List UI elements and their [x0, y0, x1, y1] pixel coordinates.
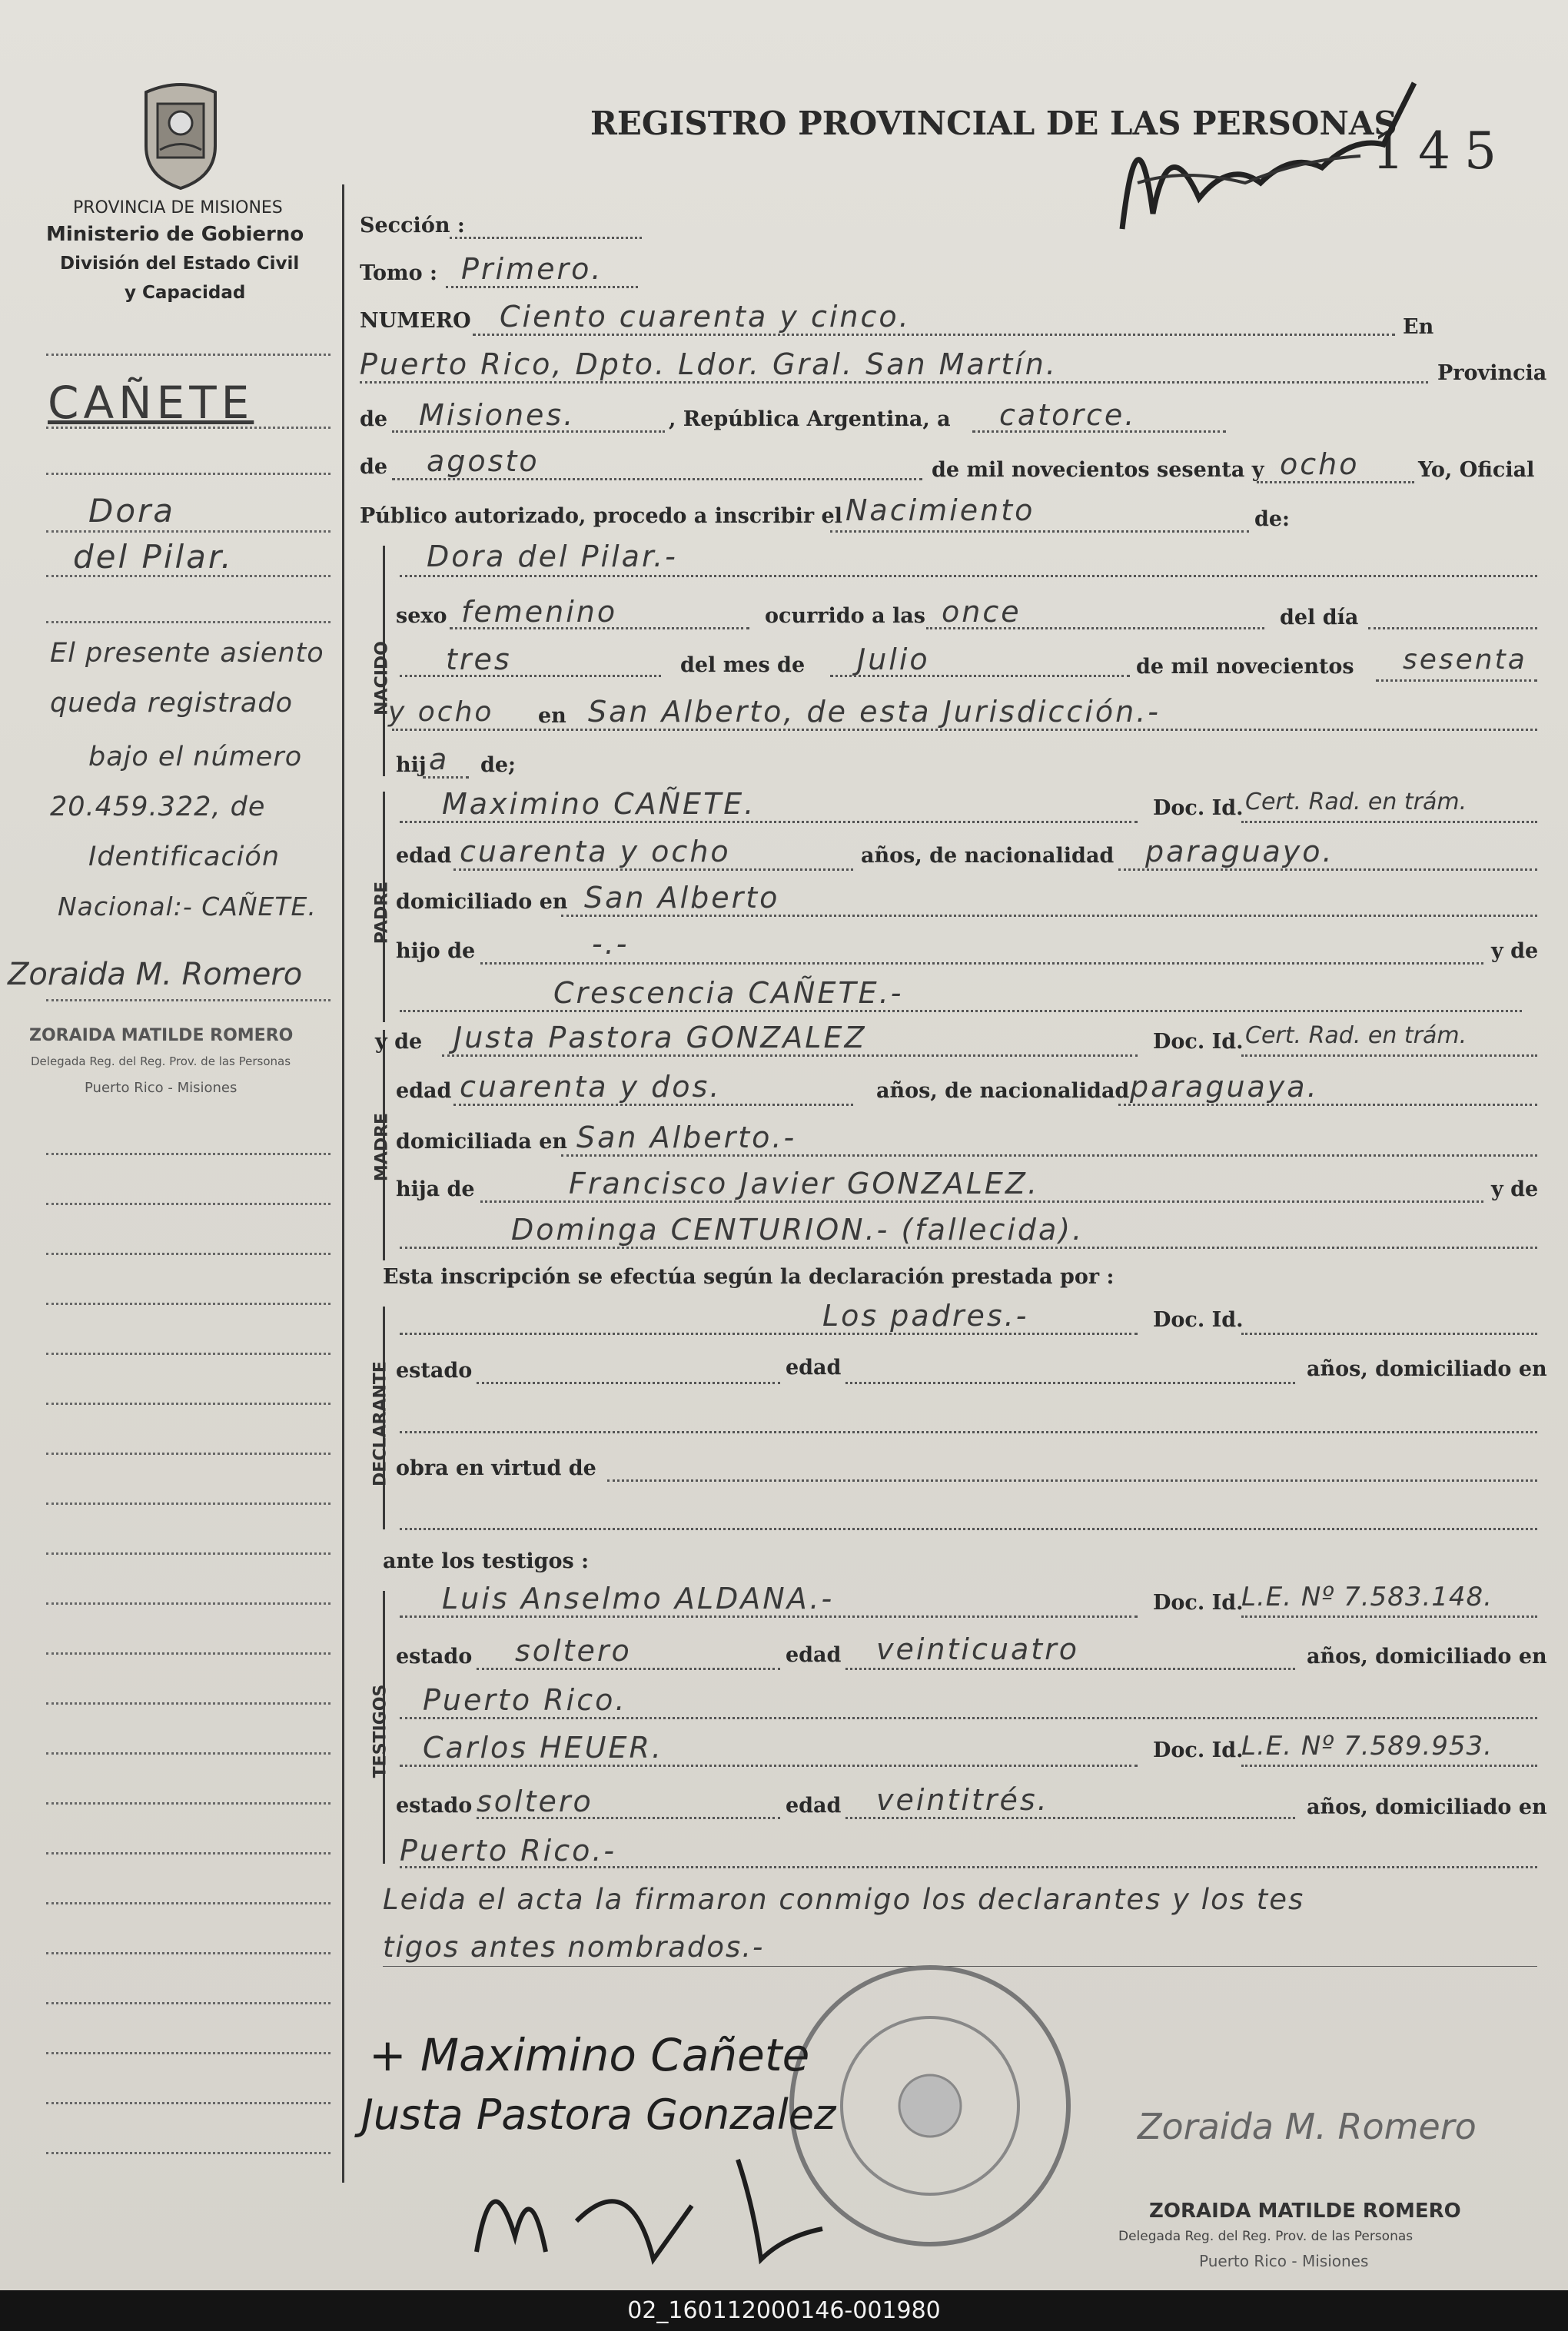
margin-line — [46, 1902, 331, 1904]
t1-anos-label: años, domiciliado en — [1307, 1645, 1547, 1669]
en-label: En — [1403, 315, 1434, 339]
margin-note-5: Identificación — [88, 842, 281, 872]
bottom-stamp-name: ZORAIDA MATILDE ROMERO — [1149, 2200, 1461, 2223]
t1-doc-label: Doc. Id. — [1153, 1591, 1244, 1615]
padre-edad-label: edad — [396, 844, 452, 868]
anio-value: ocho — [1280, 447, 1360, 481]
padre-dom-value: San Alberto — [584, 881, 780, 915]
anio-line — [1257, 481, 1414, 483]
t2-edad-line — [845, 1817, 1295, 1819]
margin-line — [46, 1203, 331, 1205]
t1-doc: L.E. Nº 7.583.148. — [1241, 1582, 1493, 1612]
authority-line3: División del Estado Civil — [60, 254, 300, 274]
mes-value: agosto — [427, 444, 540, 478]
numero-line — [473, 334, 1395, 336]
provincial-seal-icon — [131, 77, 231, 192]
t1-doc-line — [1241, 1615, 1537, 1618]
margin-line — [46, 530, 331, 533]
margin-note-1: El presente asiento — [50, 638, 324, 669]
padre-nac-label: años, de nacionalidad — [861, 844, 1115, 868]
margin-given2: del Pilar. — [73, 538, 234, 576]
tomo-value: Primero. — [461, 252, 603, 286]
dia-line-2 — [1368, 627, 1537, 629]
declarante-doc-label: Doc. Id. — [1153, 1308, 1244, 1332]
declarante-dom-line — [400, 1431, 1537, 1433]
t2-nombre: Carlos HEUER. — [423, 1731, 664, 1765]
padre-dom-line — [561, 915, 1537, 917]
t2-edad-label: edad — [786, 1794, 842, 1818]
oficial-label: Yo, Oficial — [1418, 458, 1535, 482]
signature-padre: + Maximino Cañete — [369, 2029, 810, 2081]
t1-estado: soltero — [515, 1634, 632, 1668]
declarante-edad-line — [845, 1382, 1295, 1384]
padre-doc-value: Cert. Rad. en trám. — [1245, 789, 1467, 815]
margin-line — [46, 1403, 331, 1405]
margin-stamp-name: ZORAIDA MATILDE ROMERO — [29, 1026, 294, 1045]
nacido-nombre: Dora del Pilar.- — [427, 540, 678, 573]
nacido-nombre-line — [400, 575, 1537, 577]
margin-line — [46, 1253, 331, 1255]
margin-line — [46, 1153, 331, 1155]
scribble-mark-icon — [1107, 68, 1430, 244]
de-label: de — [360, 407, 388, 431]
t2-dom: Puerto Rico.- — [400, 1834, 617, 1868]
margin-line — [46, 2102, 331, 2104]
margin-line — [46, 1503, 331, 1505]
de-semicolon-label: de; — [480, 753, 517, 777]
hijo-value: -.- — [592, 927, 630, 961]
margin-line — [46, 2052, 331, 2054]
margin-line — [46, 1852, 331, 1855]
republica-label: , República Argentina, a — [669, 407, 951, 431]
madre-doc-label: Doc. Id. — [1153, 1030, 1244, 1054]
margin-line — [46, 575, 331, 577]
madre-dom-value: San Alberto.- — [576, 1121, 797, 1154]
acto-line — [830, 530, 1249, 533]
abuela-materna: Dominga CENTURION.- (fallecida). — [511, 1213, 1085, 1247]
madre-edad-line — [453, 1104, 853, 1106]
hijo-line — [480, 962, 1483, 965]
sexo-line — [450, 627, 749, 629]
provincia-value: Misiones. — [419, 398, 576, 432]
file-id: 02_160112000146-001980 — [627, 2297, 941, 2324]
nacido-lugar-line — [392, 729, 1537, 731]
hora-line — [926, 627, 1264, 629]
margin-line — [46, 1702, 331, 1705]
dia-line — [972, 430, 1226, 433]
margin-stamp-role: Delegada Reg. del Reg. Prov. de las Personas — [31, 1054, 291, 1068]
provincia-line — [392, 430, 665, 433]
margin-line — [46, 1752, 331, 1755]
madre-edad-value: cuarenta y dos. — [460, 1070, 722, 1104]
file-id-bar — [0, 2290, 1568, 2331]
lugar-line — [360, 381, 1428, 384]
declarante-edad-label: edad — [786, 1356, 842, 1380]
anio-label-2: de mil novecientos — [1136, 655, 1354, 679]
madre-doc-value: Cert. Rad. en trám. — [1245, 1022, 1467, 1049]
abuela-materna-line — [400, 1247, 1537, 1249]
de2-label: de: — [1254, 507, 1291, 531]
padre-nac-line — [1118, 868, 1537, 871]
margin-line — [46, 1552, 331, 1555]
mes-line — [392, 478, 922, 480]
margin-given1: Dora — [88, 492, 176, 530]
cierre-line1: Leida el acta la firmaron conmigo los declarantes y los tes — [383, 1883, 1305, 1916]
t1-edad-line — [845, 1668, 1295, 1670]
madre-yde-label: y de — [375, 1030, 423, 1054]
t2-edad: veintitrés. — [876, 1783, 1049, 1817]
seccion-line — [450, 237, 642, 239]
padre-edad-line — [453, 868, 853, 871]
declarante-label: DECLARANTE — [370, 1361, 390, 1486]
signature-madre: Justa Pastora Gonzalez — [361, 2090, 836, 2139]
tomo-line — [446, 286, 638, 288]
margin-stamp-place: Puerto Rico - Misiones — [85, 1080, 238, 1096]
margin-line — [46, 1303, 331, 1305]
margin-line — [46, 427, 331, 429]
mes-label: del mes de — [680, 653, 806, 677]
acto-value: Nacimiento — [845, 493, 1035, 527]
padre-edad-value: cuarenta y ocho — [460, 835, 731, 868]
nacido-mes-line — [830, 675, 1130, 677]
padre-nac-value: paraguayo. — [1145, 835, 1334, 868]
abuelo-materno-line — [480, 1200, 1483, 1203]
t2-nombre-line — [400, 1765, 1138, 1767]
nacido-anio-1: sesenta — [1403, 644, 1527, 676]
hora-value: once — [942, 595, 1022, 629]
nacido-dia-value: tres — [446, 643, 512, 676]
abuela-paterna: Crescencia CAÑETE.- — [553, 976, 904, 1010]
margin-line — [46, 1652, 331, 1655]
hij-line — [423, 776, 469, 779]
de-mes-label: de — [360, 455, 388, 479]
margin-signature: Zoraida M. Romero — [8, 957, 303, 992]
margin-divider — [342, 184, 344, 2183]
testigos-label: TESTIGOS — [370, 1684, 390, 1778]
ocurrido-label: ocurrido a las — [765, 604, 925, 628]
seccion-label: Sección : — [360, 214, 465, 237]
nacido-mes-value: Julio — [857, 643, 930, 676]
madre-nac-label: años, de nacionalidad — [876, 1079, 1130, 1103]
t1-estado-line — [477, 1668, 780, 1670]
declarante-intro: Esta inscripción se efectúa según la declaración prestada por : — [383, 1265, 1115, 1289]
margin-line — [46, 1353, 331, 1355]
margin-line — [46, 473, 331, 475]
sexo-label: sexo — [396, 604, 447, 628]
madre-edad-label: edad — [396, 1079, 452, 1103]
declarante-nombre: Los padres.- — [822, 1299, 1029, 1333]
authority-line1: PROVINCIA DE MISIONES — [73, 198, 283, 217]
bottom-stamp-place: Puerto Rico - Misiones — [1199, 2252, 1369, 2270]
margin-line — [46, 2152, 331, 2154]
t1-nombre-line — [400, 1615, 1138, 1618]
dia-label: del día — [1280, 606, 1359, 629]
declarante-nombre-line — [400, 1333, 1138, 1335]
t1-dom: Puerto Rico. — [423, 1683, 627, 1717]
obra-line-2 — [400, 1528, 1537, 1530]
t1-dom-line — [400, 1717, 1537, 1719]
t2-estado: soltero — [477, 1785, 593, 1818]
numero-label: NUMERO — [360, 309, 471, 333]
hijo-label: hijo de — [396, 939, 476, 963]
margin-line — [46, 1602, 331, 1605]
lugar-value: Puerto Rico, Dpto. Ldor. Gral. San Martín. — [360, 347, 1058, 381]
margin-note-6: Nacional:- CAÑETE. — [58, 892, 317, 921]
hija-label: hija de — [396, 1177, 475, 1201]
madre-nac-value: paraguaya. — [1130, 1070, 1319, 1104]
t2-anos-label: años, domiciliado en — [1307, 1795, 1547, 1819]
declarante-doc-line — [1241, 1333, 1537, 1335]
abuelo-materno: Francisco Javier GONZALEZ. — [569, 1167, 1040, 1200]
madre-nombre: Justa Pastora GONZALEZ — [453, 1021, 867, 1054]
margin-note-2: queda registrado — [50, 688, 294, 719]
t1-nombre: Luis Anselmo ALDANA.- — [442, 1582, 835, 1615]
margin-line — [46, 2002, 331, 2004]
declarante-estado-line — [477, 1382, 780, 1384]
nacido-label: NACIDO — [372, 641, 392, 716]
page-number: 145 — [1372, 121, 1510, 181]
padre-doc-line — [1241, 821, 1537, 823]
declarante-estado-label: estado — [396, 1359, 473, 1383]
obra-line — [607, 1479, 1537, 1482]
publico-label: Público autorizado, procedo a inscribir el — [360, 504, 842, 528]
margin-line — [46, 354, 331, 356]
sexo-value: femenino — [461, 595, 618, 629]
provincia-label: Provincia — [1437, 361, 1547, 385]
cierre-line2: tigos antes nombrados.- — [383, 1931, 765, 1964]
madre-doc-line — [1241, 1054, 1537, 1057]
margin-line — [46, 1952, 331, 1954]
numero-value: Ciento cuarenta y cinco. — [500, 300, 911, 334]
t1-edad-label: edad — [786, 1643, 842, 1667]
margin-surname: CAÑETE — [48, 377, 254, 429]
margin-note-4: 20.459.322, de — [50, 792, 266, 822]
margin-line — [46, 621, 331, 623]
declarante-anos-label: años, domiciliado en — [1307, 1357, 1547, 1381]
madre-nombre-line — [442, 1054, 1138, 1057]
t2-doc: L.E. Nº 7.589.953. — [1241, 1731, 1493, 1762]
t2-doc-label: Doc. Id. — [1153, 1738, 1244, 1762]
margin-line — [46, 1453, 331, 1455]
authority-line2: Ministerio de Gobierno — [46, 223, 304, 246]
t1-estado-label: estado — [396, 1645, 473, 1669]
obra-label: obra en virtud de — [396, 1456, 596, 1480]
padre-doc-label: Doc. Id. — [1153, 796, 1244, 820]
nacido-lugar: San Alberto, de esta Jurisdicción.- — [588, 695, 1161, 729]
padre-yde-label: y de — [1491, 939, 1539, 963]
hij-value: a — [429, 742, 450, 776]
signature-scribble-icon — [461, 2144, 861, 2275]
madre-label: MADRE — [372, 1112, 392, 1182]
dia-value: catorce. — [999, 398, 1137, 432]
authority-line4: y Capacidad — [125, 283, 246, 303]
testigos-intro: ante los testigos : — [383, 1549, 590, 1573]
padre-label: PADRE — [372, 881, 392, 945]
nacido-dia-line — [400, 675, 661, 677]
madre-nac-line — [1118, 1104, 1537, 1106]
nacido-anio-line — [1376, 679, 1537, 682]
madre-yde2-label: y de — [1491, 1177, 1539, 1201]
t2-estado-label: estado — [396, 1794, 473, 1818]
madre-dom-line — [561, 1154, 1537, 1157]
t2-dom-line — [400, 1866, 1537, 1868]
margin-line — [46, 1802, 331, 1805]
padre-nombre: Maximino CAÑETE. — [442, 787, 756, 821]
t2-doc-line — [1241, 1765, 1537, 1767]
t2-estado-line — [477, 1817, 780, 1819]
hij-label: hij — [396, 753, 427, 777]
t1-edad: veinticuatro — [876, 1632, 1079, 1666]
signature-delegada: Zoraida M. Romero — [1138, 2106, 1477, 2147]
bottom-stamp-role: Delegada Reg. del Reg. Prov. de las Personas — [1118, 2229, 1414, 2244]
nacido-anio-2: y ocho — [388, 696, 494, 728]
anio-label: de mil novecientos sesenta y — [932, 458, 1264, 482]
margin-line — [46, 999, 331, 1001]
margin-note-3: bajo el número — [88, 742, 303, 772]
document-title: REGISTRO PROVINCIAL DE LAS PERSONAS — [590, 105, 1397, 142]
abuela-paterna-line — [400, 1010, 1522, 1012]
madre-dom-label: domiciliada en — [396, 1130, 568, 1154]
padre-dom-label: domiciliado en — [396, 890, 568, 914]
tomo-label: Tomo : — [360, 261, 437, 285]
padre-nombre-line — [400, 821, 1138, 823]
en-label-2: en — [538, 704, 566, 728]
